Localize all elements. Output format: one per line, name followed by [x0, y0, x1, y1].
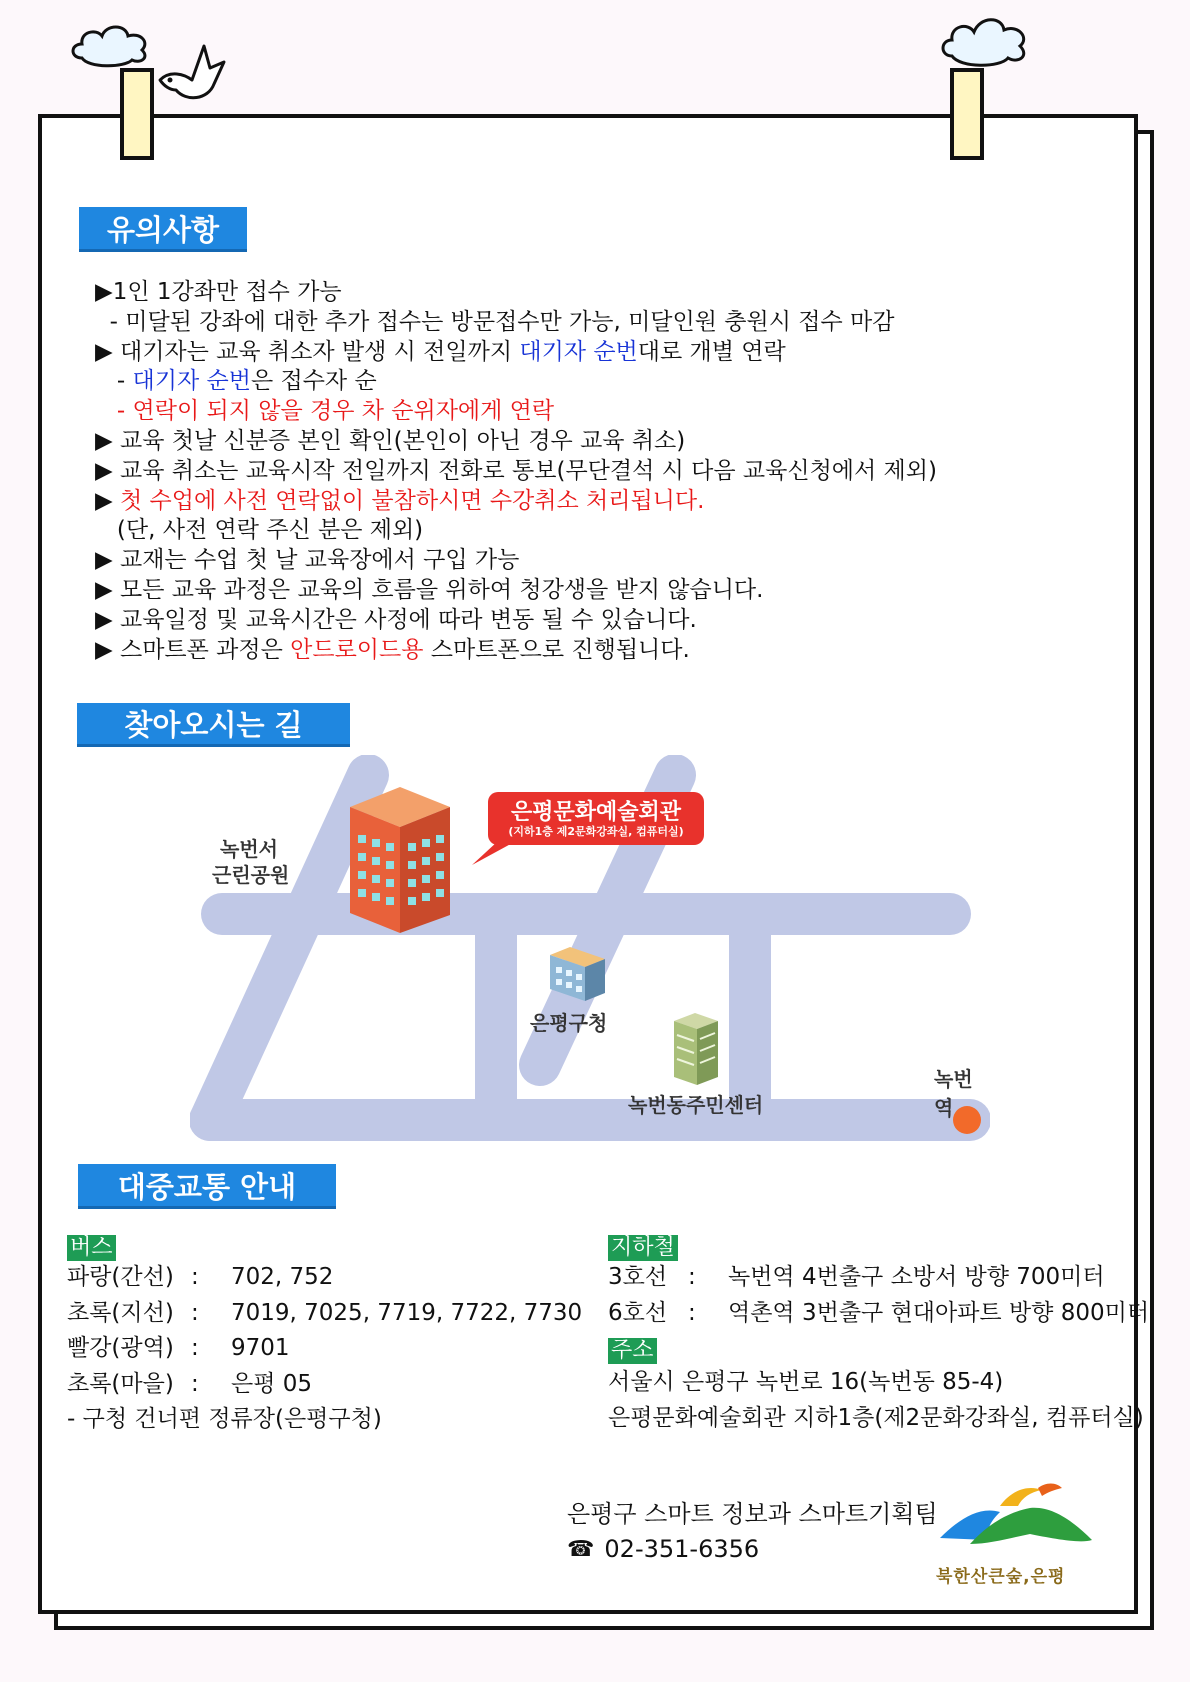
cloud-left-icon [68, 18, 152, 68]
bus-section [67, 1230, 582, 1438]
notice-text: 안드로이드용 [290, 636, 424, 663]
notice-text: - 연락이 되지 않을 경우 차 순위자에게 연락 [95, 398, 555, 425]
notice-text: ▶ 스마트폰 과정은 [95, 636, 291, 663]
venue-detail: (지하1층 제2문화강좌실, 컴퓨터실) [508, 825, 684, 838]
right-clip [950, 68, 984, 160]
transit-name: 초록(마을) [67, 1370, 174, 1397]
transit-value: 역촌역 3번출구 현대아파트 방향 800미터 [728, 1299, 1150, 1326]
notice-text: ▶ [95, 487, 120, 514]
transit-sep: : [191, 1335, 199, 1361]
directions-heading: 찾아오시는 길 [77, 703, 350, 747]
notice-text: ▶ 교육 취소는 교육시작 전일까지 전화로 통보(무단결석 시 다음 교육신청에서 제외) [95, 457, 937, 484]
subway-section [608, 1230, 1149, 1436]
transit-sep: : [688, 1264, 696, 1290]
notices-heading: 유의사항 [79, 207, 247, 252]
transit-name: 3호선 [608, 1264, 668, 1290]
notice-text: ▶ 교육 첫날 신분증 본인 확인(본인이 아닌 경우 교육 취소) [95, 427, 686, 454]
transit-row [608, 1296, 1149, 1332]
notice-line [95, 338, 937, 368]
phone-number: 02-351-6356 [604, 1535, 760, 1563]
notice-line [95, 308, 937, 338]
notice-text: ▶1인 1강좌만 접수 가능 [95, 279, 342, 305]
logo-text: 북한산큰숲,은평 [936, 1567, 1066, 1587]
notice-text: 대로 개별 연락 [637, 338, 786, 365]
transit-heading: 대중교통 안내 [78, 1164, 336, 1209]
logo-mountain-icon [930, 1478, 1110, 1558]
park-label-line2: 근린공원 [212, 863, 290, 887]
contact-block [567, 1497, 938, 1567]
transit-name: 초록(지선) [67, 1299, 174, 1326]
notice-line [95, 397, 937, 427]
notice-text: 은 접수자 순 [250, 368, 377, 395]
notice-line [95, 516, 937, 546]
notice-text: ▶ 교재는 수업 첫 날 교육장에서 구입 가능 [95, 547, 520, 574]
transit-row [67, 1260, 582, 1296]
transit-value: 702, 752 [231, 1264, 334, 1290]
bus-stop-note: - 구청 건너편 정류장(은평구청) [67, 1406, 382, 1432]
address-line1: 서울시 은평구 녹번로 16(녹번동 85-4) [608, 1369, 1004, 1395]
transit-row [67, 1367, 582, 1403]
community-center-label: 녹번동주민센터 [628, 1093, 764, 1117]
address-line2: 은평문화예술회관 지하1층(제2문화강좌실, 컴퓨터실) [608, 1404, 1144, 1431]
notice-text: 스마트폰으로 진행됩니다. [423, 636, 690, 663]
address-label: 주소 [608, 1338, 657, 1364]
park-label-line1: 녹번서 [220, 837, 278, 861]
notices-list [95, 278, 937, 665]
transit-value: 녹번역 4번출구 소방서 방향 700미터 [728, 1264, 1105, 1290]
notice-text: ▶ 대기자는 교육 취소자 발생 시 전일까지 [95, 338, 520, 365]
phone-icon: ☎ [567, 1537, 595, 1562]
transit-sep: : [191, 1299, 199, 1326]
transit-value: 은평 05 [231, 1370, 313, 1397]
location-map [190, 755, 990, 1145]
notice-line [95, 576, 937, 606]
notice-text: ▶ 모든 교육 과정은 교육의 흐름을 위하여 청강생을 받지 않습니다. [95, 576, 764, 603]
transit-sep: : [688, 1299, 696, 1326]
district-office-label: 은평구청 [530, 1011, 608, 1035]
district-logo [930, 1478, 1110, 1588]
notice-line [95, 636, 937, 666]
bus-label: 버스 [67, 1235, 116, 1261]
team-name: 은평구 스마트 정보과 스마트기획팀 [567, 1500, 938, 1528]
community-center-icon [674, 1013, 718, 1085]
notice-text: 첫 수업에 사전 연락없이 불참하시면 수강취소 처리됩니다. [120, 487, 705, 514]
bird-icon [150, 40, 234, 106]
notice-text: (단, 사전 연락 주신 분은 제외) [95, 517, 424, 544]
transit-sep: : [191, 1264, 199, 1290]
notice-line [95, 457, 937, 487]
transit-name: 빨강(광역) [67, 1335, 174, 1361]
venue-building-icon [350, 787, 450, 933]
notice-text: 대기자 순번 [132, 368, 251, 395]
notice-text: - [95, 368, 133, 395]
notice-text: - 미달된 강좌에 대한 추가 접수는 방문접수만 가능, 미달인원 충원시 접수 마감 [95, 308, 895, 335]
transit-name: 6호선 [608, 1299, 668, 1326]
transit-sep: : [191, 1370, 199, 1397]
subway-label: 지하철 [608, 1235, 678, 1261]
transit-row [608, 1260, 1149, 1296]
left-clip [120, 68, 154, 160]
transit-name: 파랑(간선) [67, 1264, 174, 1290]
transit-row [67, 1296, 582, 1332]
venue-name: 은평문화예술회관 [510, 800, 682, 825]
transit-value: 7019, 7025, 7719, 7722, 7730 [231, 1299, 583, 1326]
notice-line [95, 427, 937, 457]
transit-value: 9701 [231, 1335, 290, 1361]
notice-line [95, 546, 937, 576]
cloud-right-icon [938, 10, 1032, 68]
notice-line [95, 487, 937, 517]
notice-line [95, 606, 937, 636]
notice-text: 대기자 순번 [519, 338, 638, 365]
transit-row [67, 1331, 582, 1367]
notice-text: ▶ 교육일정 및 교육시간은 사정에 따라 변동 될 수 있습니다. [95, 606, 697, 633]
notice-line [95, 278, 937, 308]
station-label: 녹번역 [934, 1067, 973, 1120]
notice-line [95, 367, 937, 397]
